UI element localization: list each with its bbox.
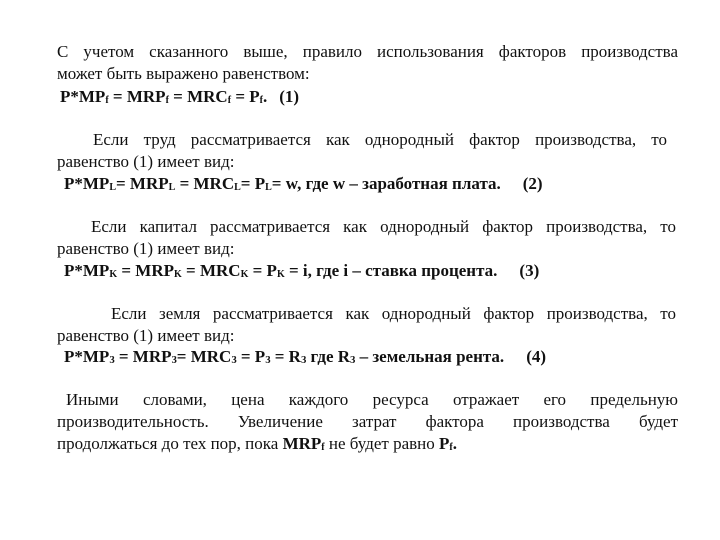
formula-3: $P*MP_K = MRP_K = MRC_K = P_K = i$, где i – ставка процента. (3) <box>64 261 540 280</box>
paragraph-2-line-1: Если труд рассматривается как однородный фактор производства, то <box>93 130 667 149</box>
paragraph-2-line-2: равенство (1) имеет вид: <box>57 152 235 171</box>
formula-1: $P*MP_f = MRP_f = MRC_f = P_f$. (1) <box>60 87 300 106</box>
paragraph-1-line-2: может быть выражено равенством: <box>57 64 310 83</box>
equation-number-2: (2) <box>522 174 543 193</box>
paragraph-4-line-1: Если земля рассматривается как однородный фактор производства, то <box>111 304 676 323</box>
paragraph-1-line-1: С учетом сказанного выше, правило использования факторов производства <box>57 42 678 61</box>
equation-number-3: (3) <box>519 261 540 280</box>
equation-number-4: (4) <box>526 347 547 366</box>
formula-4: $P*MP_З = MRP_З= MRC_З = P_З = R_З$ где $R_З$ – земельная рента. (4) <box>64 347 547 366</box>
paragraph-5-line-3: продолжаться до тех пор, пока $MRP_f$ не будет равно $P_f$. <box>57 434 457 453</box>
paragraph-3-line-1: Если капитал рассматривается как однородный фактор производства, то <box>91 217 676 236</box>
equation-number-1: (1) <box>279 87 300 106</box>
paragraph-4-line-2: равенство (1) имеет вид: <box>57 326 235 345</box>
formula-2: $P*MP_L= MRP_L = MRC_L= P_L= w$, где w – заработная плата. (2) <box>64 174 543 193</box>
paragraph-5-line-1: Иными словами, цена каждого ресурса отражает его предельную <box>66 390 678 409</box>
paragraph-3-line-2: равенство (1) имеет вид: <box>57 239 235 258</box>
paragraph-5-line-2: производительность. Увеличение затрат фактора производства будет <box>57 412 678 431</box>
